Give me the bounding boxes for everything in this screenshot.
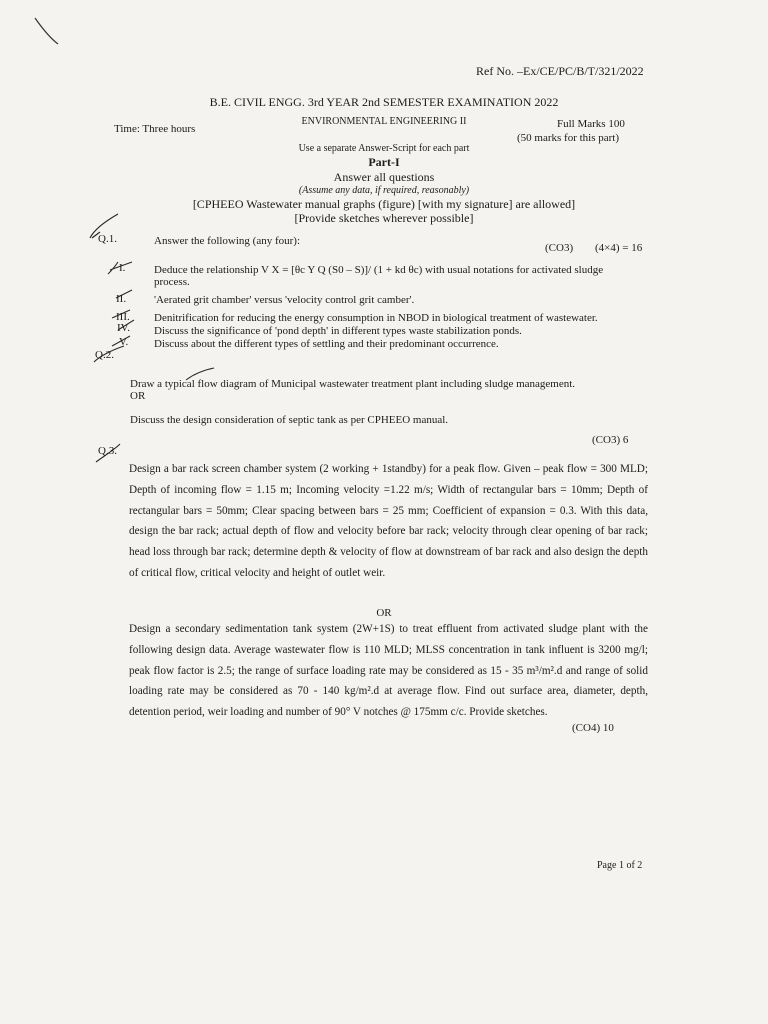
subject-title: ENVIRONMENTAL ENGINEERING II [301,116,467,127]
q2-or: OR [130,390,146,402]
q1-item-number: V. [119,336,129,348]
allowed-materials-note: [CPHEEO Wastewater manual graphs (figure) [with my signature] are allowed] [192,197,576,211]
answer-all-note: Answer all questions [333,170,435,184]
q3-option-a-text: Design a bar rack screen chamber system (2 working + 1standby) for a peak flow. Given – peak flow = 300 MLD; Depth of incoming flow = 1.15 m; Incoming velocity =1.22 m/s; Width of rectangular bars = 10mm; Depth of rectangular bars = 50mm; Clear spacing between bars = 25 mm; Coefficient of expansion = 0.3. With this data, design the bar rack; actual depth of flow and velocity before bar rack; velocity through clear opening of bar rack; head loss through bar rack; determine depth & velocity of flow at downstream of bar rack and also design the depth of critical flow, critical velocity and height of outlet weir. [129,463,648,579]
q1-item-text: Deduce the relationship V X = [θc Y Q (S0 – S)]/ (1 + kd θc) with usual notations for activated sludge [154,264,604,276]
part-heading: Part-I [368,155,400,169]
ref-number: Ref No. –Ex/CE/PC/B/T/321/2022 [476,64,644,78]
q2-number: Q.2. [95,349,114,361]
part-marks: (50 marks for this part) [517,132,620,144]
q1-co: (CO3) [545,242,574,254]
q3-or: OR [376,607,392,619]
q1-item-text: Discuss the significance of 'pond depth' in different types waste stabilization ponds. [154,325,522,337]
q1-marks: (4×4) = 16 [595,242,643,254]
page-number: Page 1 of 2 [597,860,643,871]
q3-marks-b: (CO4) 10 [572,722,614,734]
q1-item-number: IV. [117,322,130,334]
q3-option-b-text: Design a secondary sedimentation tank system (2W+1S) to treat effluent from activated sludge plant with the following design data. Average wastewater flow is 110 MLD; MLSS concentration in tank influent is 3200 mg/l; peak flow factor is 2.5; the range of surface loading rate may be considered as 15 - 35 m³/m².d and range of solid loading rate may be considered as 70 - 140 kg/m².d at average flow. Find out surface area, diameter, depth, detention period, weir loading and number of 90° V notches @ 175mm c/c. Provide sketches. [129,623,648,719]
q1-item-text: Denitrification for reducing the energy consumption in NBOD in biological treatment of wastewater. [154,312,598,324]
sketch-note: [Provide sketches wherever possible] [294,211,474,225]
q3-marks: (CO3) 6 [592,434,629,446]
q1-item-text: Discuss about the different types of settling and their predominant occurrence. [154,338,499,350]
exam-title: B.E. CIVIL ENGG. 3rd YEAR 2nd SEMESTER EXAMINATION 2022 [209,95,559,109]
q1-item-number: III. [116,311,130,323]
q1-item-number: II. [116,293,127,305]
q2-option-b: Discuss the design consideration of septic tank as per CPHEEO manual. [130,414,449,426]
assume-data-note: (Assume any data, if required, reasonably) [298,185,470,196]
time-allowed: Time: Three hours [114,123,196,135]
q1-item-text-cont: process. [154,276,190,288]
q1-item-text: 'Aerated grit chamber' versus 'velocity control grit camber'. [154,294,415,306]
q3-number: Q.3. [98,445,117,457]
separate-script-note: Use a separate Answer-Script for each part [298,143,470,154]
q1-item-number: I. [119,262,126,274]
q2-option-a: Draw a typical flow diagram of Municipal wastewater treatment plant including sludge management. [130,378,576,390]
q1-instruction: Answer the following (any four): [154,235,301,247]
full-marks: Full Marks 100 [557,118,625,130]
q1-number: Q.1. [98,233,117,245]
